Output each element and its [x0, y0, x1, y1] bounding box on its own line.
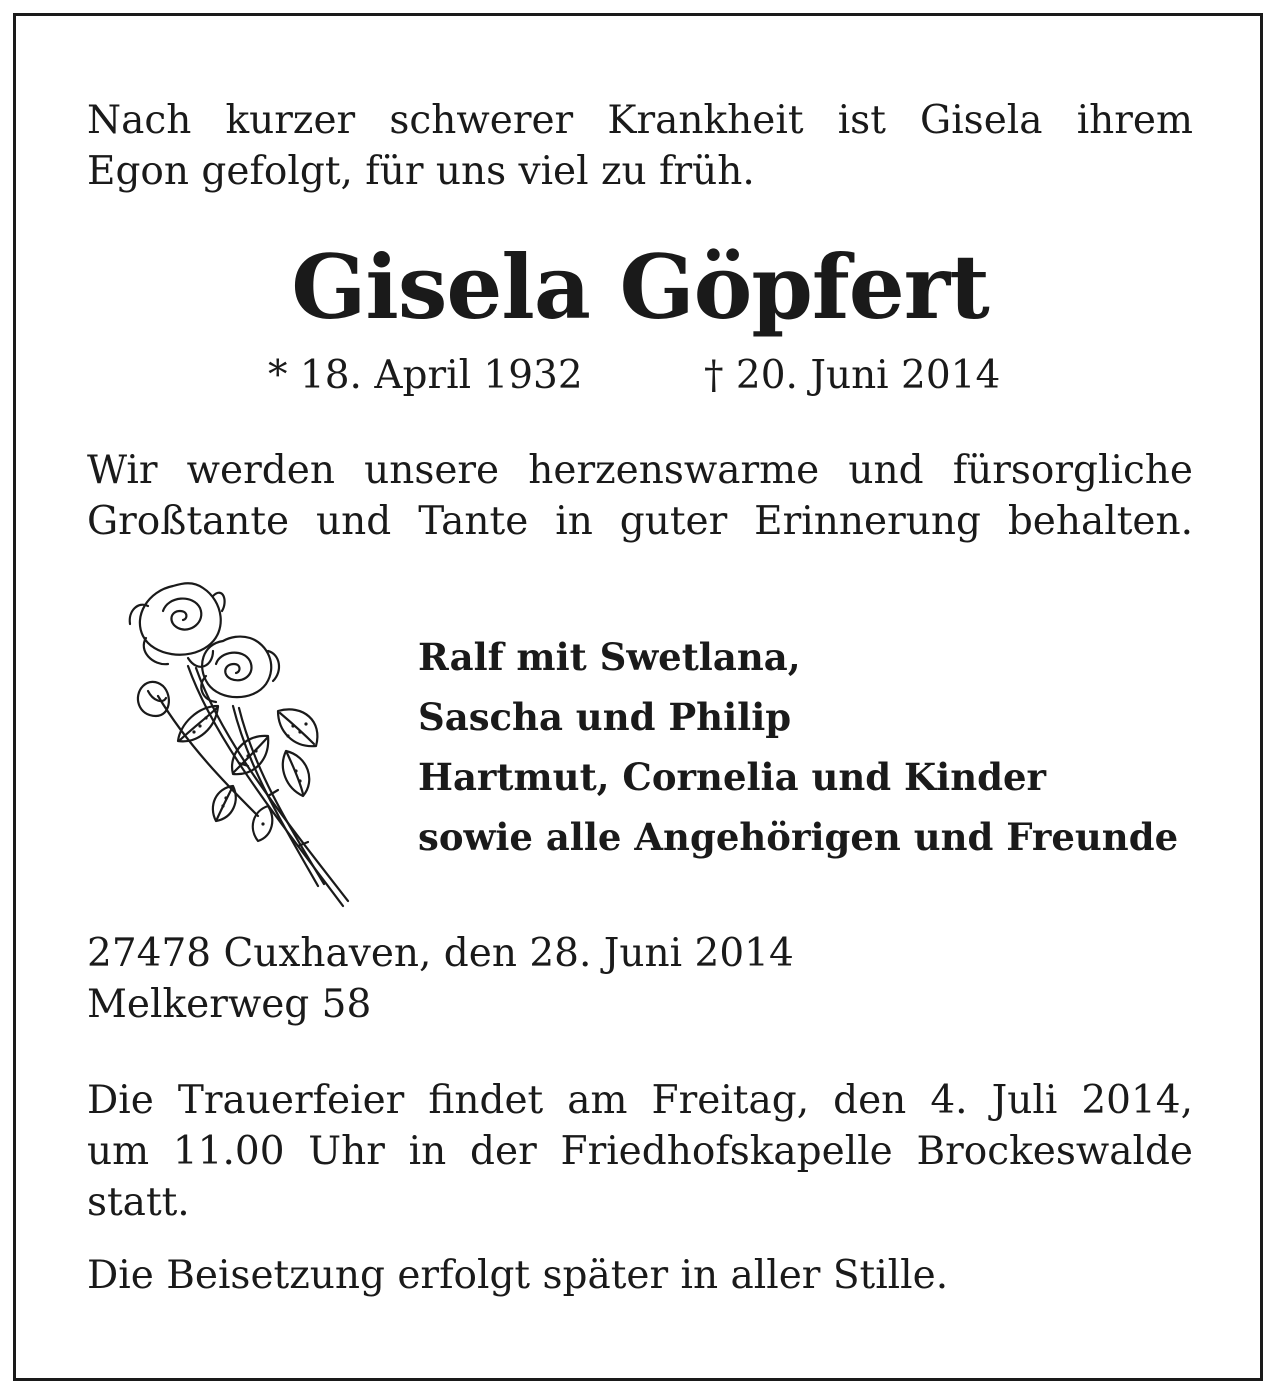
intro-line-2: Egon gefolgt, für uns viel zu früh.	[87, 149, 755, 194]
mourner-line-4: sowie alle Angehörigen und Freunde	[418, 815, 1179, 859]
roses-illustration	[118, 556, 358, 916]
birth-date: * 18. April 1932	[268, 353, 583, 398]
service-line-2: um 11.00 Uhr in der Friedhofskapelle Brockeswalde	[87, 1129, 1193, 1174]
mourner-line-1: Ralf mit Swetlana,	[418, 635, 801, 679]
intro-line-1: Nach kurzer schwerer Krankheit ist Gisela ihrem	[87, 98, 1193, 143]
burial-info	[87, 1250, 1193, 1301]
place-and-address	[87, 928, 1193, 1030]
service-line-1: Die Trauerfeier findet am Freitag, den 4. Juli 2014,	[87, 1078, 1193, 1123]
service-line-3: statt.	[87, 1180, 190, 1225]
mourners-list	[418, 627, 1178, 867]
burial-line: Die Beisetzung erfolgt später in aller Stille.	[87, 1253, 949, 1298]
remembrance-line-1: Wir werden unsere herzenswarme und fürsorgliche	[87, 448, 1193, 493]
intro-text	[87, 95, 1193, 197]
death-date: † 20. Juni 2014	[704, 353, 1001, 398]
remembrance-text	[87, 445, 1193, 547]
service-info	[87, 1075, 1193, 1228]
deceased-name: Gisela Göpfert	[291, 235, 989, 339]
place-date: 27478 Cuxhaven, den 28. Juni 2014	[87, 931, 794, 976]
mourner-line-3: Hartmut, Cornelia und Kinder	[418, 755, 1047, 799]
remembrance-line-2: Großtante und Tante in guter Erinnerung behalten.	[87, 499, 1193, 544]
mourner-line-2: Sascha und Philip	[418, 695, 792, 739]
address: Melkerweg 58	[87, 982, 372, 1027]
